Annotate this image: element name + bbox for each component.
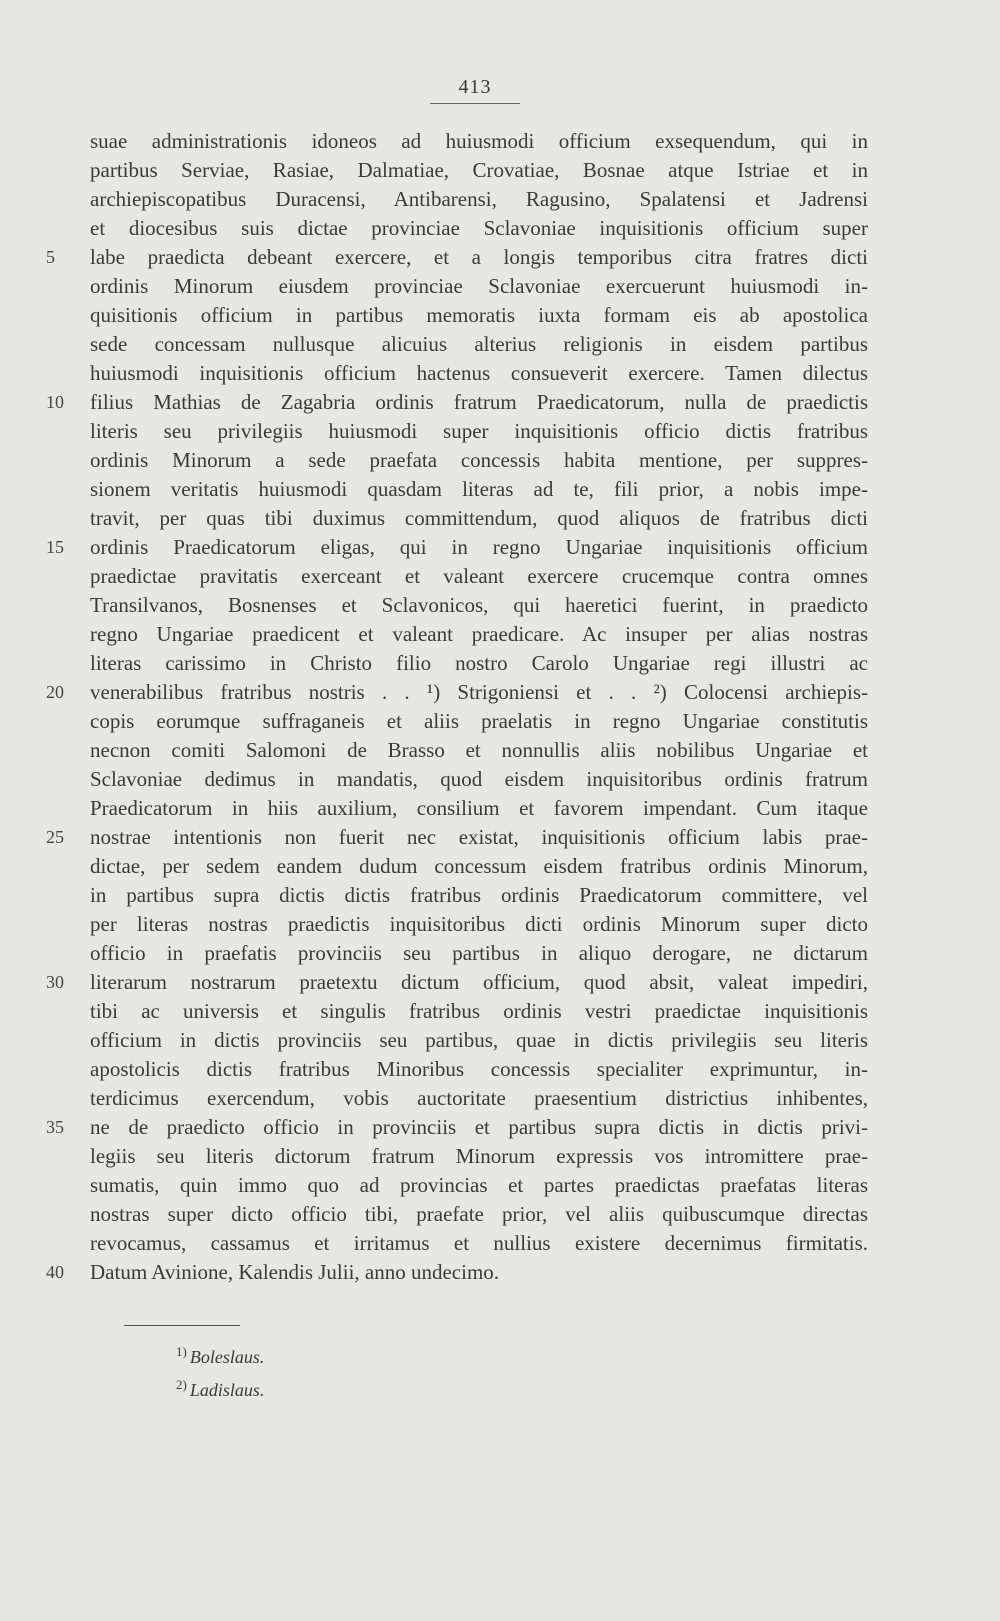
footnote — [176, 1371, 264, 1404]
line-text: sionem veritatis huiusmodi quasdam literas ad te, fili prior, a nobis impe- — [90, 477, 868, 501]
text-line — [0, 1142, 1000, 1171]
text-line — [0, 1055, 1000, 1084]
line-number: 25 — [46, 827, 64, 847]
text-line — [0, 765, 1000, 794]
line-text: tibi ac universis et singulis fratribus ordinis vestri praedictae inquisitionis — [90, 999, 868, 1023]
footnote — [176, 1338, 264, 1371]
line-text: Praedicatorum in hiis auxilium, consilium et favorem impendant. Cum itaque — [90, 796, 868, 820]
line-text: in partibus supra dictis dictis fratribus ordinis Praedicatorum committere, vel — [90, 883, 868, 907]
line-number: 15 — [46, 537, 64, 557]
line-text: literarum nostrarum praetextu dictum officium, quod absit, valeat impediri, — [90, 970, 868, 994]
line-text: travit, per quas tibi duximus committendum, quod aliquos de fratribus dicti — [90, 506, 868, 530]
line-text: praedictae pravitatis exerceant et valeant exercere crucemque contra omnes — [90, 564, 868, 588]
text-line — [0, 1258, 1000, 1287]
line-number: 35 — [46, 1117, 64, 1137]
line-text: filius Mathias de Zagabria ordinis fratrum Praedicatorum, nulla de praedictis — [90, 390, 868, 414]
footnote-text: Ladislaus. — [189, 1380, 265, 1400]
line-text: revocamus, cassamus et irritamus et nullius existere decernimus firmitatis. — [90, 1231, 868, 1255]
text-line — [0, 736, 1000, 765]
text-line — [0, 823, 1000, 852]
text-line — [0, 243, 1000, 272]
text-line — [0, 910, 1000, 939]
text-line — [0, 127, 1000, 156]
line-text: ordinis Minorum a sede praefata concessis habita mentione, per suppres- — [90, 448, 868, 472]
text-line — [0, 1200, 1000, 1229]
text-line — [0, 707, 1000, 736]
text-line — [0, 620, 1000, 649]
text-line — [0, 475, 1000, 504]
footnote-mark: 1) — [176, 1344, 187, 1359]
text-line — [0, 939, 1000, 968]
line-number: 40 — [46, 1262, 64, 1282]
line-text: Transilvanos, Bosnenses et Sclavonicos, qui haeretici fuerint, in praedicto — [90, 593, 868, 617]
line-text: nostrae intentionis non fuerit nec existat, inquisitionis officium labis prae- — [90, 825, 868, 849]
text-line — [0, 214, 1000, 243]
line-number: 10 — [46, 392, 64, 412]
line-text: literis seu privilegiis huiusmodi super inquisitionis officio dictis fratribus — [90, 419, 868, 443]
line-text: necnon comiti Salomoni de Brasso et nonnullis aliis nobilibus Ungariae et — [90, 738, 868, 762]
text-line — [0, 359, 1000, 388]
text-line — [0, 272, 1000, 301]
text-line — [0, 1113, 1000, 1142]
line-text: suae administrationis idoneos ad huiusmodi officium exsequendum, qui in — [90, 129, 868, 153]
footnote-text: Boleslaus. — [189, 1347, 265, 1367]
line-text: legiis seu literis dictorum fratrum Minorum expressis vos intromittere prae- — [90, 1144, 868, 1168]
line-text: terdicimus exercendum, vobis auctoritate praesentium districtius inhibentes, — [90, 1086, 868, 1110]
text-line — [0, 1026, 1000, 1055]
text-line — [0, 794, 1000, 823]
text-line — [0, 649, 1000, 678]
text-line — [0, 156, 1000, 185]
text-line — [0, 504, 1000, 533]
text-line — [0, 388, 1000, 417]
line-text: ordinis Minorum eiusdem provinciae Sclavoniae exercuerunt huiusmodi in- — [90, 274, 868, 298]
line-text: nostras super dicto officio tibi, praefate prior, vel aliis quibuscumque directas — [90, 1202, 868, 1226]
page-number: 413 — [430, 76, 520, 104]
text-line — [0, 591, 1000, 620]
body-text — [0, 127, 1000, 1287]
line-text: literas carissimo in Christo filio nostro Carolo Ungariae regi illustri ac — [90, 651, 868, 675]
line-text: labe praedicta debeant exercere, et a longis temporibus citra fratres dicti — [90, 245, 868, 269]
text-line — [0, 417, 1000, 446]
text-line — [0, 997, 1000, 1026]
text-line — [0, 678, 1000, 707]
line-text: Datum Avinione, Kalendis Julii, anno undecimo. — [90, 1260, 500, 1284]
line-text: partibus Serviae, Rasiae, Dalmatiae, Crovatiae, Bosnae atque Istriae et in — [90, 158, 868, 182]
line-text: sumatis, quin immo quo ad provincias et partes praedictas praefatas literas — [90, 1173, 868, 1197]
line-text: dictae, per sedem eandem dudum concessum eisdem fratribus ordinis Minorum, — [90, 854, 868, 878]
text-line — [0, 562, 1000, 591]
line-text: Sclavoniae dedimus in mandatis, quod eisdem inquisitoribus ordinis fratrum — [90, 767, 868, 791]
line-text: sede concessam nullusque alicuius alterius religionis in eisdem partibus — [90, 332, 868, 356]
line-text: ordinis Praedicatorum eligas, qui in regno Ungariae inquisitionis officium — [90, 535, 868, 559]
footnote-mark: 2) — [176, 1377, 187, 1392]
text-line — [0, 185, 1000, 214]
text-line — [0, 1229, 1000, 1258]
line-text: ne de praedicto officio in provinciis et partibus supra dictis in dictis privi- — [90, 1115, 868, 1139]
text-line — [0, 533, 1000, 562]
line-text: copis eorumque suffraganeis et aliis praelatis in regno Ungariae constitutis — [90, 709, 868, 733]
line-text: officium in dictis provinciis seu partibus, quae in dictis privilegiis seu literis — [90, 1028, 868, 1052]
line-text: huiusmodi inquisitionis officium hactenus consueverit exercere. Tamen dilectus — [90, 361, 868, 385]
line-text: quisitionis officium in partibus memoratis iuxta formam eis ab apostolica — [90, 303, 868, 327]
text-line — [0, 852, 1000, 881]
line-text: officio in praefatis provinciis seu partibus in aliquo derogare, ne dictarum — [90, 941, 868, 965]
text-line — [0, 301, 1000, 330]
line-text: regno Ungariae praedicent et valeant praedicare. Ac insuper per alias nostras — [90, 622, 868, 646]
footnote-divider — [124, 1325, 240, 1326]
line-text: archiepiscopatibus Duracensi, Antibarensi, Ragusino, Spalatensi et Jadrensi — [90, 187, 868, 211]
text-line — [0, 881, 1000, 910]
text-line — [0, 446, 1000, 475]
line-text: venerabilibus fratribus nostris . . ¹) Strigoniensi et . . ²) Colocensi archiepis- — [90, 680, 868, 704]
line-text: apostolicis dictis fratribus Minoribus concessis specialiter exprimuntur, in- — [90, 1057, 868, 1081]
text-line — [0, 330, 1000, 359]
text-line — [0, 1171, 1000, 1200]
text-line — [0, 968, 1000, 997]
line-number: 5 — [46, 247, 55, 267]
line-text: et diocesibus suis dictae provinciae Sclavoniae inquisitionis officium super — [90, 216, 868, 240]
line-text: per literas nostras praedictis inquisitoribus dicti ordinis Minorum super dicto — [90, 912, 868, 936]
text-line — [0, 1084, 1000, 1113]
line-number: 20 — [46, 682, 64, 702]
footnotes — [176, 1338, 264, 1404]
line-number: 30 — [46, 972, 64, 992]
